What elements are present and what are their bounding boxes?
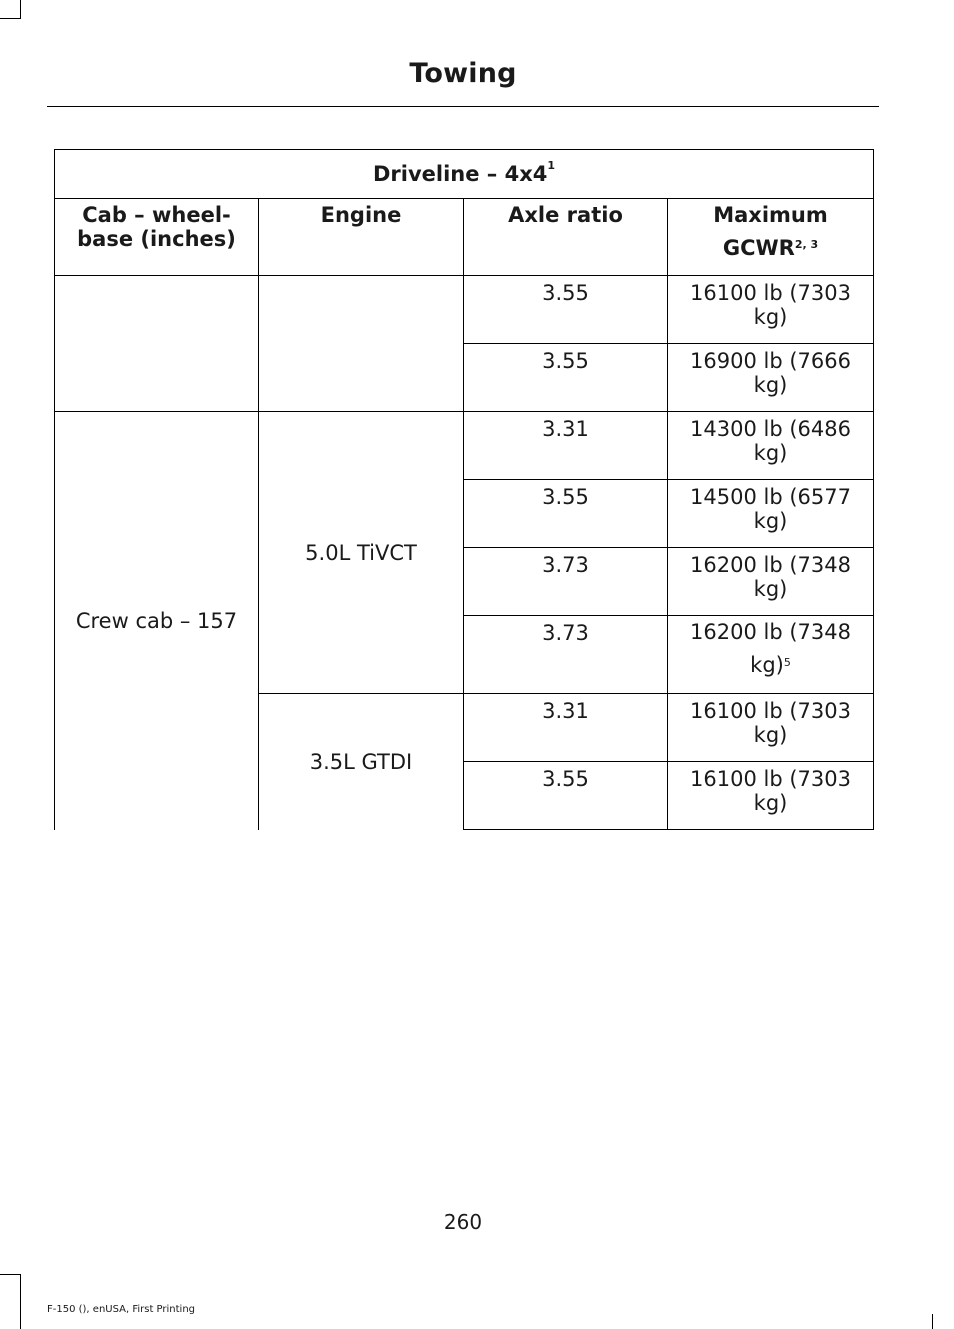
axle-cell: 3.73 [464, 548, 668, 616]
crop-mark [20, 1274, 21, 1329]
gcwr-cell: 16200 lb (7348 kg) [668, 548, 874, 616]
gcwr-cell: 16100 lb (7303 kg) [668, 276, 874, 344]
cab-cell-crew-157: Crew cab – 157 [55, 412, 259, 830]
gcwr-header-footnote: 2, 3 [794, 238, 819, 251]
caption-text: Driveline – 4x4 [372, 162, 548, 186]
axle-cell: 3.55 [464, 276, 668, 344]
towing-spec-table [54, 149, 874, 830]
column-header-axle: Axle ratio [464, 199, 668, 276]
cab-cell-empty [55, 276, 259, 412]
table-row [55, 412, 874, 480]
crop-mark [932, 1314, 933, 1329]
axle-cell: 3.55 [464, 762, 668, 830]
gcwr-header-line2: GCWR [722, 236, 795, 260]
caption-footnote: 1 [547, 159, 556, 172]
column-header-cab: Cab – wheel-base (inches) [55, 199, 259, 276]
table-header-row [55, 199, 874, 276]
axle-cell: 3.73 [464, 616, 668, 694]
column-header-engine: Engine [259, 199, 464, 276]
table-row [55, 276, 874, 344]
axle-cell: 3.31 [464, 412, 668, 480]
gcwr-footnote: 5 [783, 656, 791, 669]
page-number: 260 [443, 1210, 483, 1234]
engine-cell-50-tivct: 5.0L TiVCT [259, 412, 464, 694]
gcwr-value: 16200 lb (7348 kg) [690, 620, 851, 677]
table-caption-row [55, 150, 874, 199]
crop-mark [0, 1274, 20, 1275]
axle-cell: 3.55 [464, 480, 668, 548]
footer-text: F-150 (), enUSA, First Printing [47, 1304, 196, 1315]
engine-cell-empty [259, 276, 464, 412]
crop-mark [20, 0, 21, 19]
gcwr-cell: 16900 lb (7666 kg) [668, 344, 874, 412]
gcwr-cell: 16100 lb (7303 kg) [668, 762, 874, 830]
gcwr-cell: 16100 lb (7303 kg) [668, 694, 874, 762]
gcwr-cell: 14500 lb (6577 kg) [668, 480, 874, 548]
axle-cell: 3.55 [464, 344, 668, 412]
table-caption [55, 150, 874, 199]
title-divider [47, 106, 879, 107]
crop-mark [0, 18, 20, 19]
engine-cell-35-gtdi: 3.5L GTDI [259, 694, 464, 830]
column-header-gcwr [668, 199, 874, 276]
gcwr-header-line1: Maximum [713, 203, 828, 227]
gcwr-cell [668, 616, 874, 694]
page-title: Towing [409, 58, 517, 89]
gcwr-cell: 14300 lb (6486 kg) [668, 412, 874, 480]
axle-cell: 3.31 [464, 694, 668, 762]
